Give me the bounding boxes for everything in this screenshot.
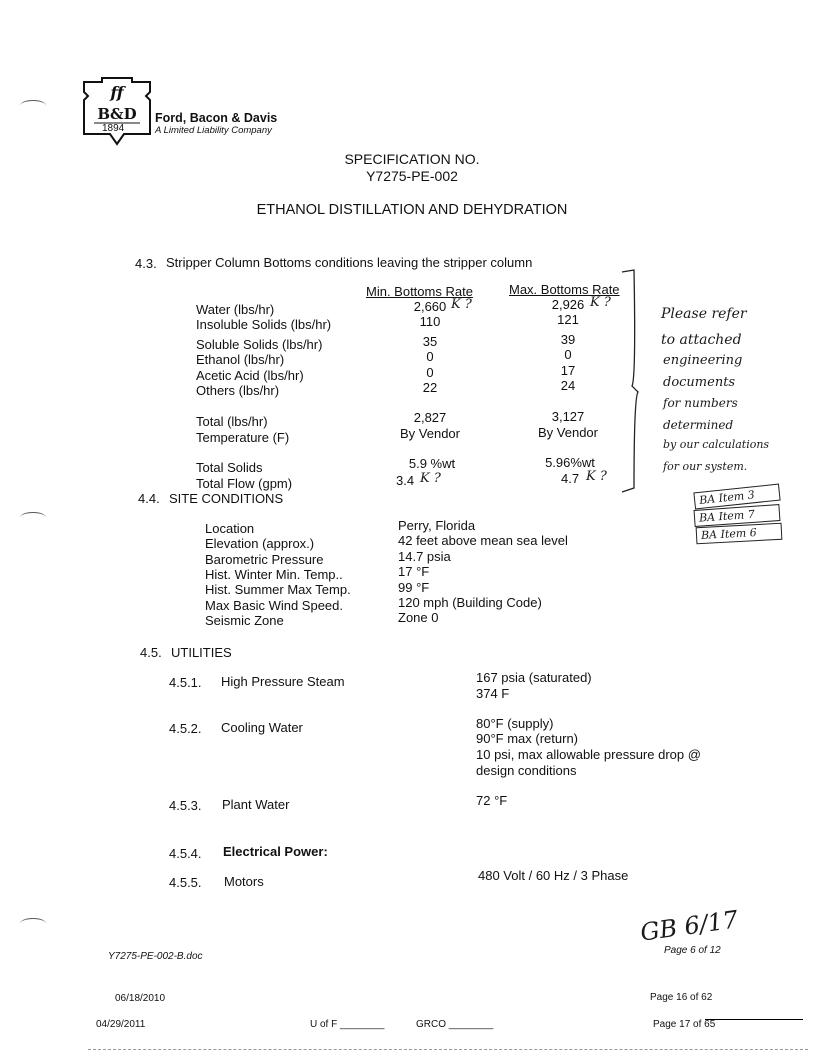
footer-date: 06/18/2010: [115, 993, 166, 1004]
table-cell-min: 110: [419, 314, 441, 329]
table-cell-max: 4.7: [561, 471, 580, 486]
utility-value: 72 °F: [476, 793, 508, 808]
section-number: 4.5.: [140, 645, 162, 660]
site-label: Barometric Pressure: [205, 552, 324, 567]
table-cell-max: 5.96%wt: [545, 455, 595, 470]
utility-value: 10 psi, max allowable pressure drop @: [476, 747, 701, 762]
site-value: 14.7 psia: [398, 549, 451, 564]
note-line: for our system.: [663, 460, 748, 473]
table-cell-min: 5.9 %wt: [408, 456, 456, 471]
utility-label: Cooling Water: [221, 720, 303, 735]
utility-number: 4.5.5.: [169, 875, 202, 890]
utility-label: Motors: [224, 874, 264, 889]
table-cell-max: 24: [560, 378, 576, 393]
table-cell-min: 3.4: [396, 473, 415, 488]
company-name: Ford, Bacon & Davis: [155, 111, 278, 125]
svg-text:ff: ff: [110, 83, 124, 102]
table-cell-min: 35: [422, 334, 438, 349]
footer-page-number: Page 16 of 62: [650, 992, 713, 1003]
punch-hole-mark: [20, 918, 46, 929]
site-label: Hist. Summer Max Temp.: [205, 582, 351, 597]
note-line: documents: [663, 375, 736, 390]
utility-value: 374 F: [476, 686, 510, 701]
column-header-max: Max. Bottoms Rate: [509, 282, 620, 297]
site-value: 42 feet above mean sea level: [398, 533, 568, 548]
table-cell-min: 2,660: [413, 299, 447, 314]
site-value: 120 mph (Building Code): [398, 595, 542, 610]
footer-page-inner: Page 6 of 12: [664, 945, 721, 956]
table-cell-min: 0: [426, 365, 434, 380]
section-number: 4.4.: [138, 491, 160, 506]
site-label: Location: [205, 521, 255, 536]
section-number: 4.3.: [135, 256, 157, 271]
table-cell-min: By Vendor: [400, 426, 460, 441]
table-cell-max: 3,127: [551, 409, 585, 424]
handwritten-mark: K ?: [590, 295, 611, 310]
table-cell-max: 0: [564, 347, 572, 362]
utility-label: High Pressure Steam: [221, 674, 345, 689]
utility-value: 80°F (supply): [476, 716, 554, 731]
footer-grco: GRCO ________: [416, 1019, 494, 1030]
handwritten-bracket-icon: [620, 268, 650, 498]
footer-rule: [705, 1019, 803, 1020]
table-row-label: Others (lbs/hr): [196, 383, 280, 398]
table-row-label: Acetic Acid (lbs/hr): [196, 368, 304, 383]
utility-value: 480 Volt / 60 Hz / 3 Phase: [478, 868, 629, 883]
utility-number: 4.5.3.: [169, 798, 202, 813]
table-cell-min: 2,827: [413, 410, 447, 425]
utility-number: 4.5.1.: [169, 675, 202, 690]
spec-title: ETHANOL DISTILLATION AND DEHYDRATION: [256, 202, 568, 218]
section-heading: UTILITIES: [171, 645, 232, 660]
table-cell-max: 121: [557, 312, 579, 327]
utility-label: Plant Water: [222, 797, 290, 812]
handwritten-mark: K ?: [420, 471, 441, 486]
note-line: engineering: [663, 353, 743, 368]
table-row-label: Temperature (F): [196, 430, 290, 445]
utility-number: 4.5.4.: [169, 846, 202, 861]
note-line: determined: [663, 418, 734, 432]
site-label: Elevation (approx.): [205, 536, 315, 551]
utility-label: Electrical Power:: [223, 844, 328, 859]
note-line: for numbers: [663, 396, 738, 410]
table-cell-min: 0: [426, 349, 434, 364]
logo-year: 1894: [102, 123, 125, 134]
fbd-crest-icon: [80, 76, 154, 146]
spec-number: Y7275-PE-002: [366, 168, 458, 184]
site-label: Seismic Zone: [205, 613, 284, 628]
site-value: Perry, Florida: [398, 518, 476, 533]
table-row-label: Water (lbs/hr): [196, 302, 275, 317]
note-line: to attached: [661, 332, 742, 348]
column-header-min: Min. Bottoms Rate: [366, 284, 473, 299]
ba-item-box: BA Item 7: [694, 504, 781, 527]
page-edge-rule: [88, 1049, 808, 1050]
table-cell-max: By Vendor: [538, 425, 598, 440]
spec-label: SPECIFICATION NO.: [344, 151, 480, 167]
note-line: by our calculations: [663, 438, 770, 451]
note-line: Please refer: [661, 306, 747, 322]
handwritten-mark: K ?: [586, 469, 607, 484]
site-value: Zone 0: [398, 610, 439, 625]
handwritten-initials: GB 6/17: [638, 905, 740, 947]
table-cell-max: 39: [560, 332, 576, 347]
site-value: 99 °F: [398, 580, 430, 595]
table-row-label: Total Solids: [196, 460, 263, 475]
punch-hole-mark: [20, 100, 46, 111]
company-logo: [80, 76, 154, 146]
table-cell-max: 2,926: [551, 297, 585, 312]
ba-item-box: BA Item 3: [693, 484, 780, 510]
ba-item-box: BA Item 6: [696, 523, 783, 544]
table-row-label: Ethanol (lbs/hr): [196, 352, 285, 367]
svg-text:B&D: B&D: [97, 105, 137, 123]
site-label: Hist. Winter Min. Temp..: [205, 567, 343, 582]
utility-value: design conditions: [476, 763, 577, 778]
section-heading: SITE CONDITIONS: [169, 491, 284, 506]
site-value: 17 °F: [398, 564, 430, 579]
utility-value: 90°F max (return): [476, 731, 579, 746]
company-tagline: A Limited Liability Company: [155, 125, 272, 136]
handwritten-mark: K ?: [451, 297, 472, 312]
site-label: Max Basic Wind Speed.: [205, 598, 344, 613]
section-heading: Stripper Column Bottoms conditions leaving the stripper column: [166, 255, 533, 270]
table-row-label: Insoluble Solids (lbs/hr): [196, 317, 332, 332]
footer-u-of-f: U of F ________: [310, 1019, 385, 1030]
punch-hole-mark: [20, 512, 46, 523]
utility-value: 167 psia (saturated): [476, 670, 592, 685]
table-cell-min: 22: [422, 380, 438, 395]
utility-number: 4.5.2.: [169, 721, 202, 736]
table-cell-max: 17: [560, 363, 576, 378]
table-row-label: Soluble Solids (lbs/hr): [196, 337, 323, 352]
table-row-label: Total (lbs/hr): [196, 414, 268, 429]
footer-page-number: Page 17 of 65: [653, 1019, 716, 1030]
table-row-label: Total Flow (gpm): [196, 476, 293, 491]
footer-doc-name: Y7275-PE-002-B.doc: [108, 951, 203, 962]
footer-date: 04/29/2011: [96, 1019, 146, 1030]
